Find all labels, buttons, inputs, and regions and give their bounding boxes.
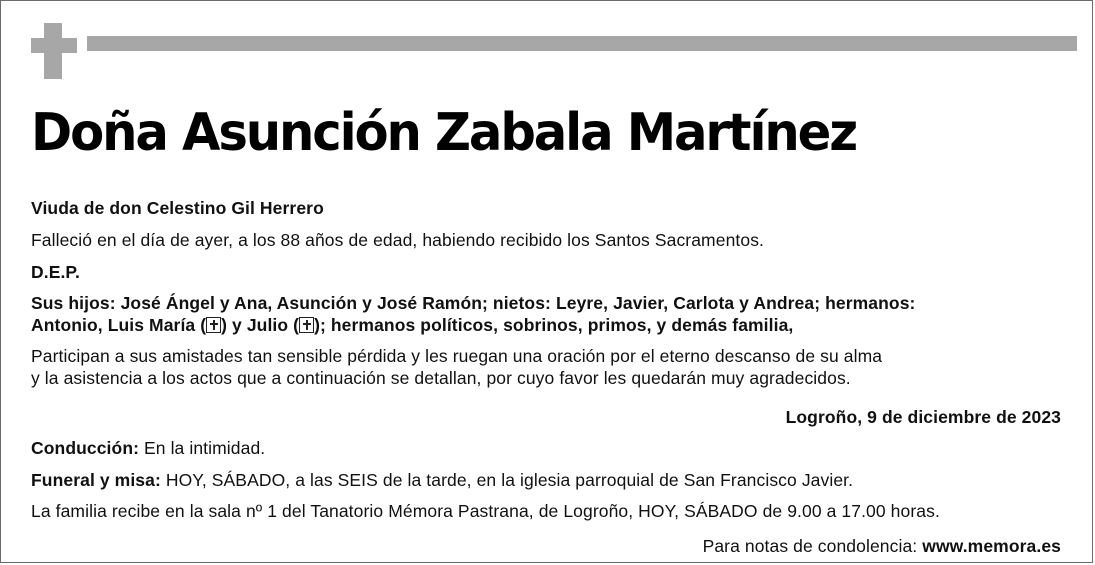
family-line-2-part-1: Antonio, Luis María ( — [31, 315, 207, 335]
widow-line: Viuda de don Celestino Gil Herrero — [31, 198, 324, 218]
conduccion-value: En la intimidad. — [144, 438, 266, 458]
cross-box-icon — [206, 317, 221, 333]
place-date: Logroño, 9 de diciembre de 2023 — [785, 407, 1061, 427]
family-line-1: Sus hijos: José Ángel y Ana, Asunción y José Ramón; nietos: Leyre, Javier, Carlota y Andrea; hermanos: — [31, 293, 916, 313]
condolence-label: Para notas de condolencia: — [702, 536, 918, 556]
dep-line: D.E.P. — [31, 262, 80, 282]
family-line-2-part-2: ) y Julio ( — [221, 315, 300, 335]
announcement-line-1: Participan a sus amistades tan sensible pérdida y les ruegan una oración por el eterno descanso de su alma — [31, 346, 883, 366]
family-line-2-part-3: ); hermanos políticos, sobrinos, primos, y demás familia, — [314, 315, 794, 335]
funeral-value: HOY, SÁBADO, a las SEIS de la tarde, en la iglesia parroquial de San Francisco Javier. — [165, 470, 854, 490]
header-rule — [87, 36, 1077, 51]
funeral-label: Funeral y misa: — [31, 470, 161, 490]
condolence-line — [703, 535, 1061, 557]
reception-line: La familia recibe en la sala nº 1 del Tanatorio Mémora Pastrana, de Logroño, HOY, SÁBADO de 9.00 a 17.00 horas. — [31, 501, 940, 521]
cross-box-icon — [299, 317, 314, 333]
conduccion-line — [31, 437, 265, 459]
death-line: Falleció en el día de ayer, a los 88 años de edad, habiendo recibido los Santos Sacramentos. — [31, 230, 765, 250]
conduccion-label: Conducción: — [31, 438, 140, 458]
cross-icon — [31, 23, 77, 79]
condolence-website-link[interactable]: www.memora.es — [922, 536, 1061, 556]
deceased-name: Doña Asunción Zabala Martínez — [31, 103, 857, 163]
family-line-2 — [31, 314, 793, 336]
announcement-line-2: y la asistencia a los actos que a continuación se detallan, por cuyo favor les quedarán muy agradecidos. — [31, 368, 851, 388]
funeral-line — [31, 469, 853, 491]
